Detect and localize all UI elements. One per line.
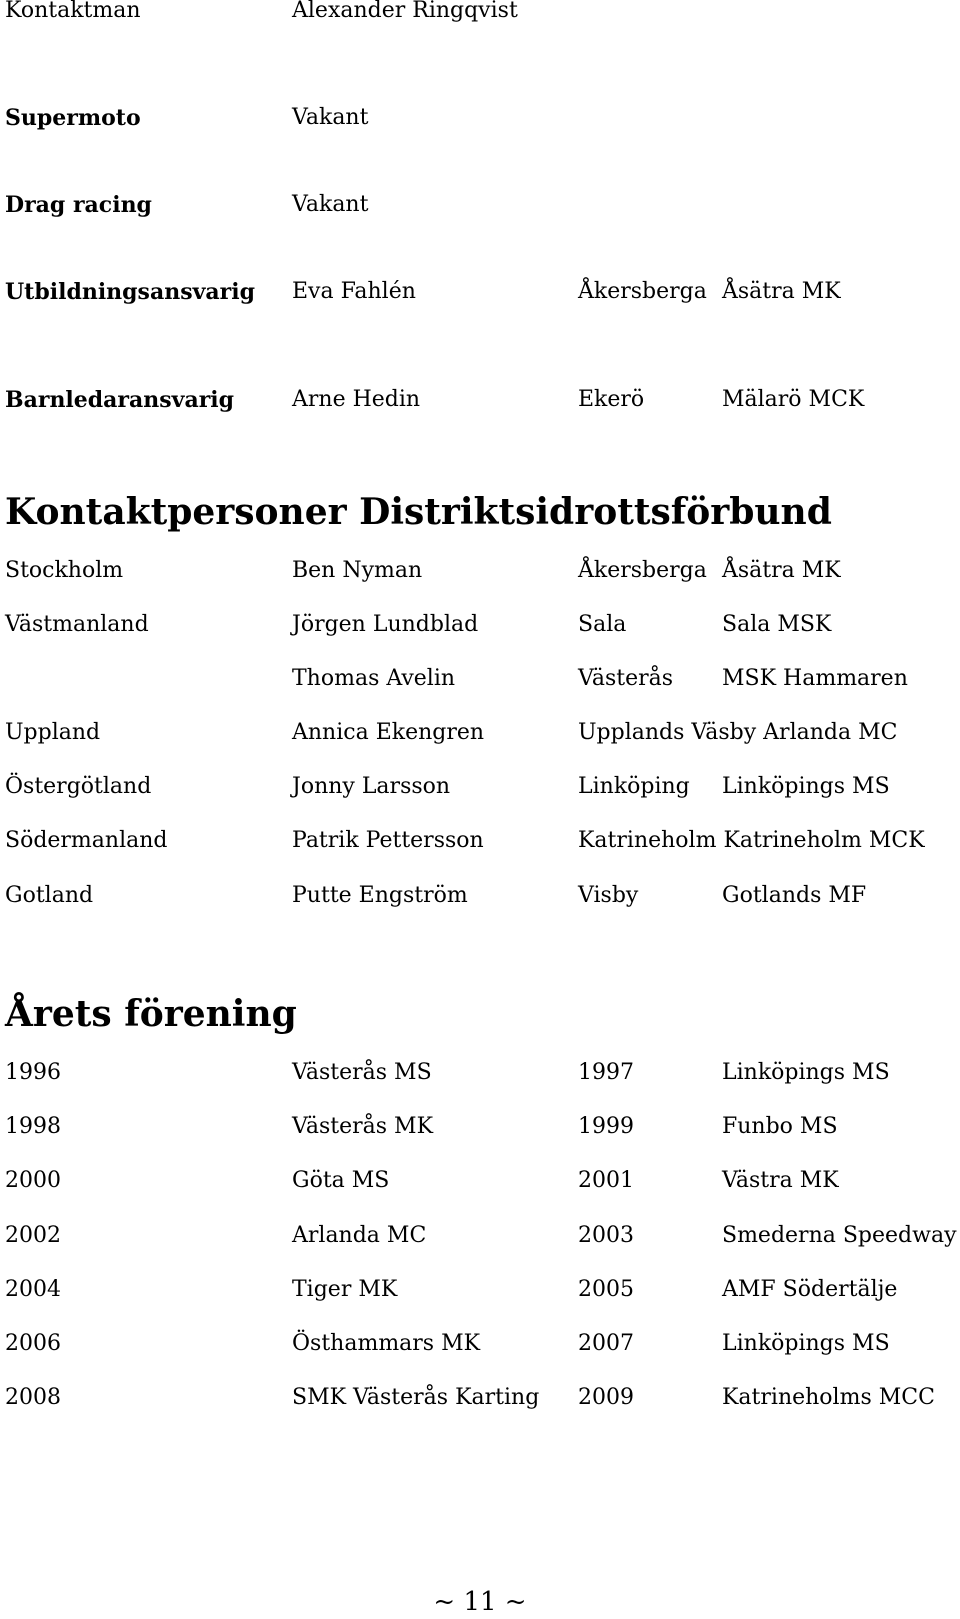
year-a: 2008	[5, 1385, 61, 1410]
district-row-stockholm	[0, 555, 960, 587]
district-heading: Kontaktpersoner Distriktsidrottsförbund	[5, 491, 832, 533]
club-of-year-row-2006	[0, 1328, 960, 1360]
district-place: Linköping	[578, 774, 690, 799]
district-place: Västerås	[578, 666, 674, 691]
year-a: 2004	[5, 1277, 61, 1302]
role-label: Supermoto	[5, 105, 141, 131]
year-a: 2006	[5, 1331, 61, 1356]
year-b: 2007	[578, 1331, 634, 1356]
district-club: Linköpings MS	[722, 774, 890, 799]
club-a: Tiger MK	[292, 1277, 398, 1302]
club-of-year-row-2008	[0, 1382, 960, 1414]
club-of-year-row-1998	[0, 1111, 960, 1143]
role-name: Arne Hedin	[292, 387, 421, 412]
district-name: Ben Nyman	[292, 558, 423, 583]
district-club: Åsätra MK	[722, 558, 841, 583]
year-a: 2000	[5, 1168, 61, 1193]
role-name: Alexander Ringqvist	[292, 0, 518, 23]
district-name: Jörgen Lundblad	[292, 612, 479, 637]
club-a: Göta MS	[292, 1168, 390, 1193]
district-club: Gotlands MF	[722, 883, 867, 908]
district-club: Sala MSK	[722, 612, 832, 637]
role-row-utbildning	[0, 276, 960, 308]
club-of-year-row-2004	[0, 1274, 960, 1306]
district-name: Patrik Pettersson	[292, 828, 484, 853]
club-b: Västra MK	[722, 1168, 839, 1193]
club-a: Östhammars MK	[292, 1331, 481, 1356]
district-row-gotland	[0, 880, 960, 912]
role-row-supermoto	[0, 102, 960, 134]
club-of-year-row-2002	[0, 1220, 960, 1252]
role-row-barnledare	[0, 384, 960, 416]
role-name: Vakant	[292, 192, 369, 217]
role-place: Ekerö	[578, 387, 645, 412]
role-label: Drag racing	[5, 192, 152, 218]
district-place: Katrineholm Katrineholm MCK	[578, 828, 925, 853]
year-b: 2005	[578, 1277, 634, 1302]
district-row-ostergotland	[0, 771, 960, 803]
page-number: ~ 11 ~	[433, 1587, 527, 1617]
district-region: Gotland	[5, 883, 94, 908]
year-a: 2002	[5, 1223, 61, 1248]
district-name: Jonny Larsson	[292, 774, 451, 799]
club-b: Katrineholms MCC	[722, 1385, 935, 1410]
year-a: 1996	[5, 1060, 61, 1085]
district-club: MSK Hammaren	[722, 666, 908, 691]
year-b: 1999	[578, 1114, 634, 1139]
district-region: Västmanland	[5, 612, 149, 637]
district-place: Sala	[578, 612, 627, 637]
year-a: 1998	[5, 1114, 61, 1139]
role-label: Kontaktman	[5, 0, 141, 23]
district-place: Åkersberga	[578, 558, 707, 583]
role-club: Mälarö MCK	[722, 387, 865, 412]
role-label: Utbildningsansvarig	[5, 279, 255, 305]
club-b: Linköpings MS	[722, 1331, 890, 1356]
role-name: Vakant	[292, 105, 369, 130]
district-place: Visby	[578, 883, 639, 908]
club-of-year-heading: Årets förening	[5, 993, 297, 1035]
role-row-kontaktman	[0, 0, 960, 27]
role-label: Barnledaransvarig	[5, 387, 235, 413]
year-b: 2001	[578, 1168, 634, 1193]
role-club: Åsätra MK	[722, 279, 841, 304]
district-region: Södermanland	[5, 828, 168, 853]
role-name: Eva Fahlén	[292, 279, 416, 304]
club-b: Smederna Speedway	[722, 1223, 957, 1248]
club-a: Västerås MS	[292, 1060, 432, 1085]
district-row-vastmanland-2	[0, 663, 960, 695]
year-b: 1997	[578, 1060, 634, 1085]
club-of-year-row-1996	[0, 1057, 960, 1089]
year-b: 2009	[578, 1385, 634, 1410]
year-b: 2003	[578, 1223, 634, 1248]
district-name: Annica Ekengren	[292, 720, 485, 745]
district-place: Upplands Väsby Arlanda MC	[578, 720, 898, 745]
district-name: Thomas Avelin	[292, 666, 456, 691]
club-a: Västerås MK	[292, 1114, 434, 1139]
club-b: AMF Södertälje	[722, 1277, 898, 1302]
district-region: Stockholm	[5, 558, 124, 583]
club-of-year-row-2000	[0, 1165, 960, 1197]
club-a: SMK Västerås Karting	[292, 1385, 540, 1410]
role-row-drag-racing	[0, 189, 960, 221]
district-row-vastmanland	[0, 609, 960, 641]
district-region: Östergötland	[5, 774, 152, 799]
district-row-sodermanland	[0, 825, 960, 857]
district-region: Uppland	[5, 720, 101, 745]
club-a: Arlanda MC	[292, 1223, 427, 1248]
district-row-uppland	[0, 717, 960, 749]
club-b: Funbo MS	[722, 1114, 838, 1139]
club-b: Linköpings MS	[722, 1060, 890, 1085]
role-place: Åkersberga	[578, 279, 707, 304]
district-name: Putte Engström	[292, 883, 468, 908]
